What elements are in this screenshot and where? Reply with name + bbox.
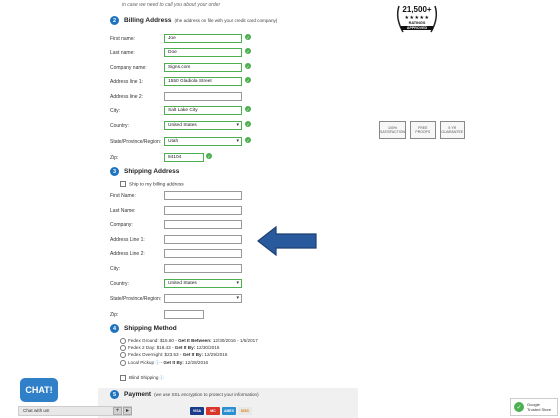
google-trusted-store-badge[interactable]: [510, 398, 558, 416]
payment-subtitle: (we use SSL encryption to protect your information): [154, 392, 259, 397]
ratings-label: RATINGS: [408, 21, 426, 25]
shipping-address2-input[interactable]: [164, 249, 242, 258]
billing-address1-valid-icon: ✓: [246, 77, 250, 83]
billing-step-number: 2: [110, 16, 119, 25]
chat-bar[interactable]: Chat with us!: [18, 406, 132, 416]
star-icon: ★★★★★: [404, 15, 430, 21]
billing-company-label: Company name:: [110, 65, 147, 71]
shipping-radio[interactable]: [120, 352, 126, 358]
shipping-radio[interactable]: [120, 345, 126, 351]
guarantee-badge: 5 YR GUARANTEE: [440, 121, 466, 139]
billing-state-label: State/Province/Region:: [110, 139, 162, 145]
shipping-city-input[interactable]: [164, 264, 242, 273]
chat-minimize-button[interactable]: ▸: [123, 407, 132, 415]
shipping-zip-input[interactable]: [164, 310, 204, 319]
billing-zip-valid-icon: ✓: [207, 153, 211, 159]
billing-first-name-input[interactable]: Joe: [164, 34, 242, 43]
mastercard-icon: MC: [206, 407, 220, 415]
chat-expand-button[interactable]: +: [113, 407, 122, 415]
shipping-address1-label: Address Line 1:: [110, 237, 145, 243]
shipping-country-label: Country:: [110, 281, 129, 287]
info-icon[interactable]: ⓘ: [159, 375, 164, 381]
shipping-state-label: State/Province/Region:: [110, 296, 162, 302]
billing-city-valid-icon: ✓: [246, 106, 250, 112]
shipping-option-fedex-2day[interactable]: Fedex 2 Day: $18.43 - Get It By: 12/30/2016: [120, 345, 219, 351]
billing-section-title: [110, 16, 277, 25]
shipping-company-label: Company:: [110, 222, 133, 228]
chevron-down-icon: ▾: [236, 122, 239, 128]
checkmark-icon: ✓: [514, 402, 524, 412]
shipping-country-value: United States: [168, 281, 197, 286]
discover-icon: DISC: [238, 407, 252, 415]
billing-last-name-label: Last name:: [110, 50, 135, 56]
trust-badges: [379, 121, 465, 139]
shipping-address2-label: Address Line 2:: [110, 251, 145, 257]
shipping-method-section-title: [110, 324, 177, 333]
blind-shipping-option[interactable]: Blind Shipping ⓘ: [120, 375, 164, 381]
satisfaction-badge: 100% SATISFACTION: [379, 121, 406, 139]
ship-to-billing-checkbox[interactable]: [120, 181, 126, 187]
shipping-option-fedex-overnight[interactable]: Fedex Overnight: $23.53 - Get It By: 12/29/2016: [120, 352, 227, 358]
shipping-country-select[interactable]: [164, 279, 242, 288]
billing-company-input[interactable]: Signs.com: [164, 63, 242, 72]
billing-last-name-input[interactable]: Doe: [164, 48, 242, 57]
shipping-method-title: Shipping Method: [124, 325, 177, 332]
billing-state-select[interactable]: [164, 137, 242, 146]
billing-address2-input[interactable]: [164, 92, 242, 101]
billing-subtitle: (the address on file with your credit card company): [174, 18, 278, 23]
chevron-down-icon: ▾: [236, 138, 239, 144]
shipping-first-name-input[interactable]: [164, 191, 242, 200]
ratings-badge: [393, 2, 441, 36]
shipping-radio[interactable]: [120, 338, 126, 344]
visa-icon: VISA: [190, 407, 204, 415]
billing-title: Billing Address: [124, 17, 172, 24]
free-proofs-badge: FREE PROOFS: [410, 121, 436, 139]
billing-first-name-label: First name:: [110, 36, 136, 42]
shipping-title: Shipping Address: [124, 168, 180, 175]
card-logos: [190, 407, 252, 415]
billing-first-name-valid-icon: ✓: [246, 34, 250, 40]
shipping-first-name-label: First Name:: [110, 193, 136, 199]
billing-city-input[interactable]: Salt Lake City: [164, 106, 242, 115]
shipping-address1-input[interactable]: [164, 235, 242, 244]
shipping-company-input[interactable]: [164, 220, 242, 229]
gts-line1: Google: [527, 402, 540, 407]
billing-zip-label: Zip:: [110, 155, 119, 161]
shipping-section-title: [110, 167, 179, 176]
billing-country-value: United States: [168, 123, 197, 128]
shipping-method-step-number: 4: [110, 324, 119, 333]
billing-city-label: City:: [110, 108, 120, 114]
billing-address1-label: Address line 1:: [110, 79, 144, 85]
shipping-step-number: 3: [110, 167, 119, 176]
billing-last-name-valid-icon: ✓: [246, 48, 250, 54]
payment-step-number: 5: [110, 390, 119, 399]
billing-state-value: Utah: [168, 139, 179, 144]
billing-country-label: Country:: [110, 123, 129, 129]
ratings-count: 21,500+: [402, 5, 432, 14]
shipping-option-local-pickup[interactable]: Local Pickup ⓘ - Get It By: 12/28/2016: [120, 360, 208, 366]
phone-note: in case we need to call you about your order: [122, 2, 221, 8]
chevron-down-icon: ▾: [236, 280, 239, 286]
pointer-arrow-icon: [256, 225, 318, 257]
billing-address1-input[interactable]: 1550 Gladiola Street: [164, 77, 242, 86]
amex-icon: AMEX: [223, 409, 235, 413]
billing-country-valid-icon: ✓: [246, 121, 250, 127]
shipping-city-label: City:: [110, 266, 120, 272]
billing-country-select[interactable]: [164, 121, 242, 130]
chat-bubble[interactable]: CHAT!: [20, 378, 58, 402]
billing-company-valid-icon: ✓: [246, 63, 250, 69]
billing-address2-label: Address line 2:: [110, 94, 144, 100]
gts-line2: Trusted Store: [527, 407, 552, 412]
ship-to-billing-label: Ship to my billing address: [129, 182, 184, 188]
payment-section-title: [110, 390, 259, 399]
shipping-option-fedex-ground[interactable]: Fedex Ground: $15.60 - Get It Between: 12/30/2016 - 1/5/2017: [120, 338, 258, 344]
payment-title: Payment: [124, 391, 152, 398]
chevron-down-icon: ▾: [236, 295, 239, 301]
billing-zip-input[interactable]: 84104: [164, 153, 204, 162]
approved-label: APPROVED: [401, 26, 433, 30]
info-icon[interactable]: ⓘ: [155, 360, 160, 366]
shipping-state-select[interactable]: [164, 294, 242, 303]
shipping-last-name-label: Last Name:: [110, 208, 136, 214]
shipping-radio[interactable]: [120, 360, 126, 366]
billing-state-valid-icon: ✓: [246, 137, 250, 143]
ship-to-billing-option[interactable]: [120, 181, 184, 187]
shipping-last-name-input[interactable]: [164, 206, 242, 215]
shipping-zip-label: Zip:: [110, 312, 119, 318]
blind-shipping-checkbox[interactable]: [120, 375, 126, 381]
